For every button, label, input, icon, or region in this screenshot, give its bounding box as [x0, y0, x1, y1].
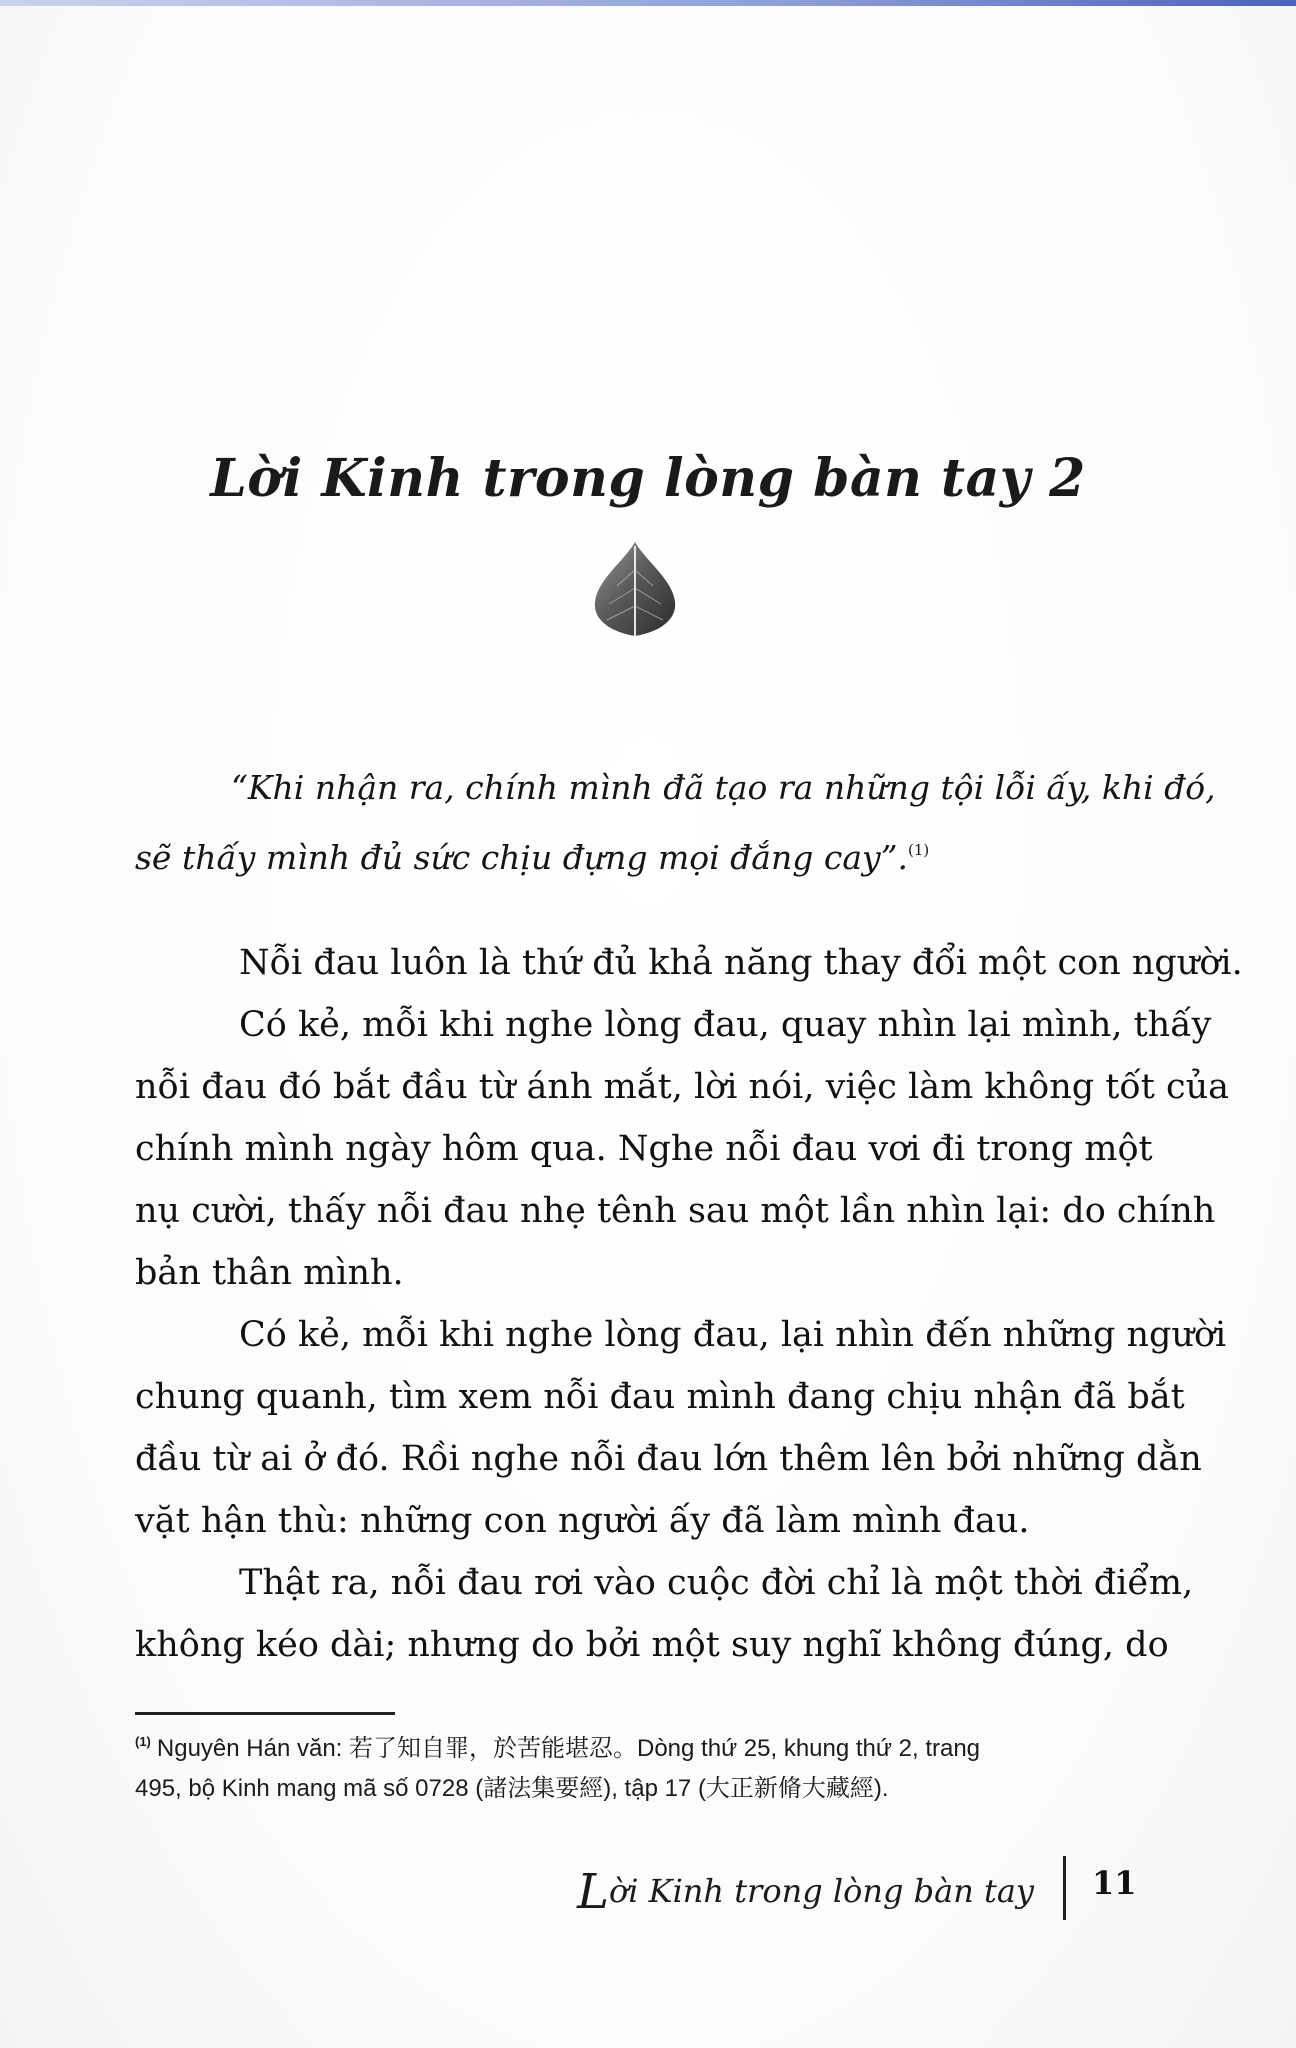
- running-title-text: ời Kinh trong lòng bàn tay: [608, 1872, 1034, 1910]
- paragraph: [135, 994, 1229, 1304]
- text-line: nụ cười, thấy nỗi đau nhẹ tênh sau một lần nhìn lại: do chính: [135, 1191, 1216, 1231]
- footnote-text: Nguyên Hán văn: 若了知自罪，於苦能堪忍。Dòng thứ 25, khung thứ 2, trang: [156, 1735, 981, 1762]
- footnote: [135, 1722, 1155, 1809]
- text-line: bản thân mình.: [135, 1253, 404, 1293]
- epigraph-line-end: [135, 819, 1165, 889]
- text-line: chung quanh, tìm xem nỗi đau mình đang chịu nhận đã bắt: [135, 1377, 1185, 1417]
- chapter-title: Lời Kinh trong lòng bàn tay 2: [210, 448, 1086, 509]
- text-line: vặt hận thù: những con người ấy đã làm mình đau.: [135, 1501, 1030, 1541]
- paragraph: [135, 1304, 1227, 1552]
- text-line: Nỗi đau luôn là thứ đủ khả năng thay đổi một con người.: [239, 943, 1243, 983]
- text-line: Có kẻ, mỗi khi nghe lòng đau, lại nhìn đến những người: [239, 1315, 1227, 1355]
- page-number: 11: [1092, 1864, 1137, 1902]
- text-line: chính mình ngày hôm qua. Nghe nỗi đau vơi đi trong một: [135, 1129, 1153, 1169]
- text-line: Thật ra, nỗi đau rơi vào cuộc đời chỉ là một thời điểm,: [239, 1563, 1194, 1603]
- text-line: không kéo dài; nhưng do bởi một suy nghĩ không đúng, do: [135, 1625, 1169, 1665]
- text-line: đầu từ ai ở đó. Rồi nghe nỗi đau lớn thêm lên bởi những dằn: [135, 1439, 1202, 1479]
- running-title: [560, 1864, 1034, 1920]
- footnote-text: 495, bộ Kinh mang mã số 0728 (諸法集要經), tập 17 (大正新脩大藏經).: [135, 1775, 889, 1802]
- bodhi-leaf-icon: [593, 540, 677, 660]
- body-text: [135, 932, 1243, 1676]
- epigraph-line: sẽ thấy mình đủ sức chịu đựng mọi đắng cay”.: [135, 838, 909, 877]
- footer-divider: [1063, 1856, 1066, 1920]
- footnote-line-1: [135, 1722, 1155, 1769]
- paragraph: [135, 1552, 1194, 1676]
- footnote-marker: (1): [135, 1734, 151, 1749]
- paragraph: [135, 932, 1243, 994]
- text-line: Có kẻ, mỗi khi nghe lòng đau, quay nhìn lại mình, thấy: [239, 1005, 1212, 1045]
- epigraph-line: “Khi nhận ra, chính mình đã tạo ra những tội lỗi ấy, khi đó,: [231, 768, 1216, 807]
- running-title-initial: L: [577, 1864, 609, 1920]
- epigraph: [135, 757, 1216, 889]
- footnote-reference: (1): [908, 841, 930, 859]
- text-line: nỗi đau đó bắt đầu từ ánh mắt, lời nói, việc làm không tốt của: [135, 1067, 1229, 1107]
- footnote-divider: [135, 1712, 395, 1715]
